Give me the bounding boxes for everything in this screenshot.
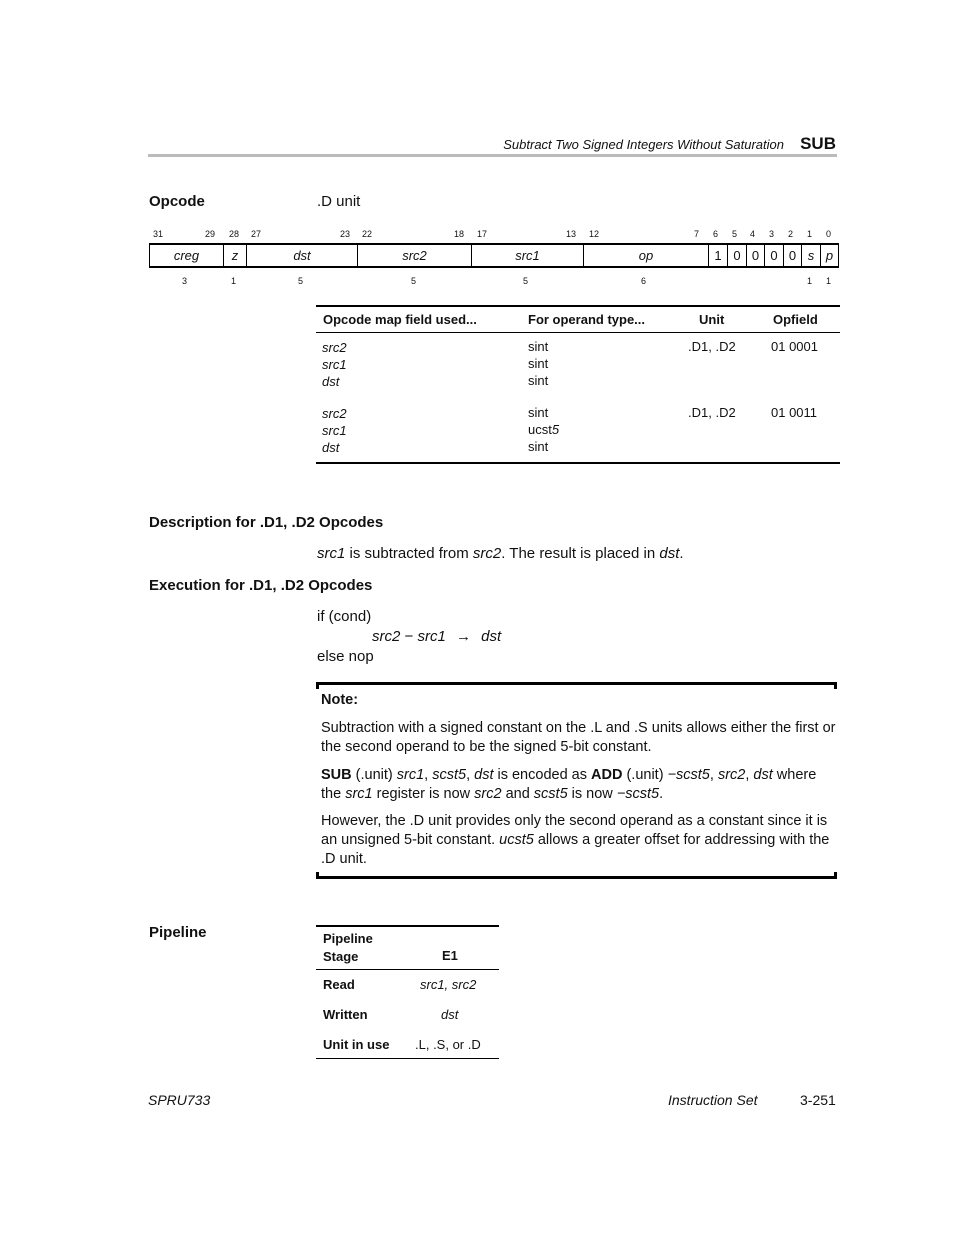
- note-title: Note:: [321, 692, 359, 708]
- field-bit: 0: [765, 245, 784, 266]
- bit-position: 23: [340, 229, 351, 239]
- bit-position: 3: [769, 229, 775, 239]
- table-rule: [316, 1058, 499, 1059]
- description-text: src1 is subtracted from src2. The result is placed in dst.: [317, 545, 684, 562]
- table-cell: .D1, .D2: [688, 405, 736, 420]
- row-value: dst: [441, 1007, 459, 1022]
- execution-line-3: else nop: [317, 648, 374, 665]
- footer-section: Instruction Set: [668, 1092, 758, 1108]
- bit-position: 0: [826, 229, 832, 239]
- bit-position: 1: [807, 229, 813, 239]
- table-cell: .D1, .D2: [688, 339, 736, 354]
- bit-position: 27: [251, 229, 262, 239]
- field-op: op: [584, 245, 709, 266]
- footer-page-number: 3-251: [800, 1092, 836, 1108]
- note-corner: [834, 872, 837, 879]
- table-rule: [316, 969, 499, 970]
- footer-doc-id: SPRU733: [148, 1092, 211, 1108]
- opcode-bitfield: [149, 243, 839, 268]
- description-heading: Description for .D1, .D2 Opcodes: [149, 514, 384, 531]
- field-src1: src1: [472, 245, 584, 266]
- field-width: 1: [826, 276, 832, 286]
- col-header: Pipeline Stage: [323, 931, 373, 964]
- col-header: Unit: [699, 312, 725, 327]
- col-header: E1: [442, 948, 458, 963]
- bit-position: 22: [362, 229, 373, 239]
- col-header: For operand type...: [528, 312, 646, 327]
- table-rule: [316, 925, 499, 927]
- row-label: Written: [323, 1007, 368, 1022]
- bit-position: 2: [788, 229, 794, 239]
- note-corner: [834, 682, 837, 689]
- field-width: 1: [231, 276, 237, 286]
- running-header-title: Subtract Two Signed Integers Without Saturation: [503, 137, 784, 152]
- field-bit: 0: [784, 245, 802, 266]
- note-paragraph: Subtraction with a signed constant on the .L and .S units allows either the first or the second operand to be the signed 5-bit constant.: [321, 720, 836, 755]
- opcode-unit: .D unit: [317, 193, 361, 210]
- field-s: s: [802, 245, 821, 266]
- bit-position: 6: [713, 229, 719, 239]
- note-box: [316, 682, 837, 879]
- table-cell: src2 src1 dst: [322, 406, 347, 455]
- bit-position: 28: [229, 229, 240, 239]
- bit-position: 13: [566, 229, 577, 239]
- bit-position: 7: [694, 229, 700, 239]
- table-cell: src2 src1 dst: [322, 340, 347, 389]
- bit-position: 31: [153, 229, 164, 239]
- row-value: src1, src2: [420, 977, 477, 992]
- table-cell: 01 0011: [771, 405, 818, 420]
- col-header: Opfield: [773, 312, 818, 327]
- field-width: 3: [182, 276, 188, 286]
- field-bit: 0: [747, 245, 765, 266]
- note-paragraph: SUB (.unit) src1, scst5, dst is encoded as ADD (.unit) −scst5, src2, dst where the src1 register is now src2 and scst5 is now −scst5.: [321, 767, 817, 802]
- table-cell: sint sint sint: [528, 339, 549, 388]
- running-header-mnemonic: SUB: [800, 134, 836, 153]
- field-width: 6: [641, 276, 647, 286]
- field-p: p: [825, 248, 834, 263]
- table-cell: 01 0001: [771, 339, 818, 354]
- field-width: 5: [298, 276, 304, 286]
- row-label: Read: [323, 977, 355, 992]
- bit-position: 4: [750, 229, 756, 239]
- table-cell: sint ucst5 sint: [528, 405, 560, 454]
- table-rule: [316, 462, 840, 464]
- arrow-icon: →: [455, 628, 471, 645]
- field-bit: 0: [728, 245, 747, 266]
- note-paragraph: However, the .D unit provides only the second operand as a constant since it is an unsigned 5-bit constant. ucst5 allows a greater offset for addressing with the .D unit.: [321, 813, 830, 867]
- col-header: Opcode map field used...: [323, 312, 477, 327]
- execution-line-1: if (cond): [317, 608, 372, 625]
- note-bottom-rule: [316, 876, 837, 879]
- pipeline-heading: Pipeline: [149, 924, 207, 941]
- field-width: 1: [807, 276, 813, 286]
- note-corner: [316, 682, 319, 689]
- field-bit: 1: [709, 245, 728, 266]
- field-width: 5: [411, 276, 417, 286]
- field-width: 5: [523, 276, 529, 286]
- table-rule: [316, 332, 840, 333]
- header-rule: [148, 154, 837, 157]
- field-src2: src2: [358, 245, 472, 266]
- field-dst: dst: [247, 245, 358, 266]
- bit-position: 12: [589, 229, 600, 239]
- row-label: Unit in use: [323, 1037, 390, 1052]
- bit-position: 18: [454, 229, 465, 239]
- field-creg: creg: [150, 245, 224, 266]
- execution-heading: Execution for .D1, .D2 Opcodes: [149, 577, 373, 594]
- field-z: z: [224, 245, 247, 266]
- note-corner: [316, 872, 319, 879]
- note-top-rule: [316, 682, 837, 685]
- bit-position: 5: [732, 229, 738, 239]
- opcode-heading: Opcode: [149, 193, 205, 210]
- row-value: .L, .S, or .D: [415, 1037, 481, 1052]
- table-rule: [316, 305, 840, 307]
- bit-position: 17: [477, 229, 488, 239]
- execution-line-2: src2 − src1 → dst: [372, 628, 502, 645]
- bit-position: 29: [205, 229, 216, 239]
